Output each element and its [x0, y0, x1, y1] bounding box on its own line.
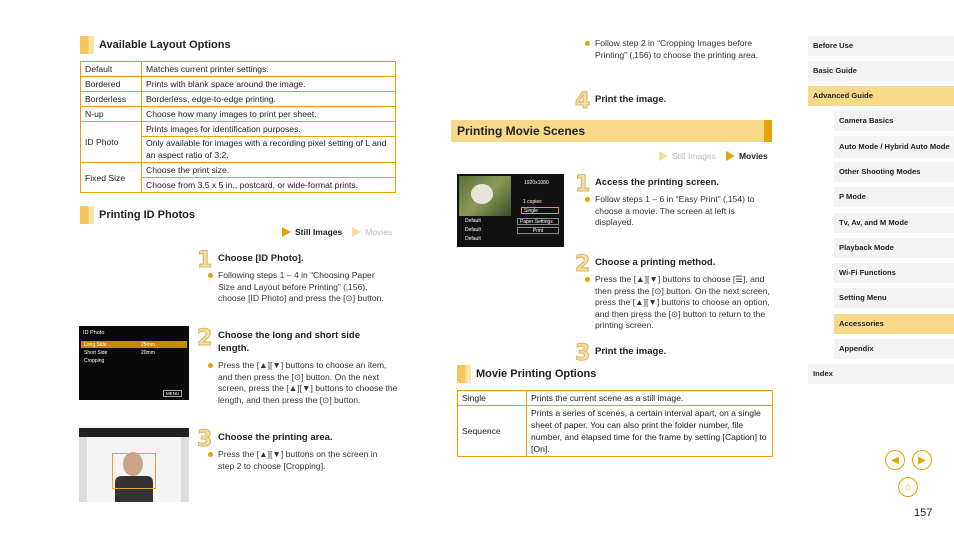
prev-page-button[interactable] [885, 450, 905, 470]
movie-print-screen: 1920x1080 1 copies Single Paper Settings Print Default Default Default [457, 174, 564, 247]
home-button[interactable] [898, 477, 918, 497]
sidebar-item-camera-basics[interactable]: Camera Basics [834, 111, 954, 131]
step-text: Press the [▲][▼] buttons to choose [☰], and then press the [⊙] button. On the next screen, press the [▲][▼] buttons to choose an option, and then press the [⊙] button to return to the printing screen. [595, 274, 773, 332]
section-title: Available Layout Options [99, 39, 231, 51]
sidebar-item-other-shooting-modes[interactable]: Other Shooting Modes [834, 162, 954, 182]
step-2-number: 2 [575, 252, 591, 277]
layout-options-heading [80, 36, 231, 54]
id-photos-heading [80, 206, 195, 224]
triangle-right-icon: ▶ [918, 454, 926, 466]
layout-options-table [80, 61, 396, 193]
step-title: Choose [ID Photo]. [218, 253, 304, 264]
movie-options-table [457, 390, 773, 457]
table-row: Single Prints the current scene as a still image. [458, 391, 773, 406]
section-title: Printing ID Photos [99, 209, 195, 221]
table-row: Only available for images with a recording pixel setting of L and an aspect ratio of 3:2. [81, 137, 396, 163]
step-text: Follow steps 1 – 6 in “Easy Print” (‚154) to choose a movie. The screen at left is displayed. [595, 194, 770, 229]
step-3-number: 3 [575, 341, 591, 366]
mode-tags [282, 227, 392, 237]
step-title: Print the image. [595, 346, 667, 357]
sidebar-item-tv-av-m-mode[interactable]: Tv, Av, and M Mode [834, 213, 954, 233]
table-row: Default Matches current printer settings. [81, 62, 396, 77]
page-number: 157 [914, 507, 933, 519]
sidebar-item-wifi-functions[interactable]: Wi-Fi Functions [834, 263, 954, 283]
sidebar-item-basic-guide[interactable]: Basic Guide [808, 61, 954, 81]
table-row: Choose from 3.5 x 5 in., postcard, or wide-format prints. [81, 178, 396, 193]
home-icon: ⌂ [904, 481, 912, 493]
triangle-icon [726, 151, 735, 161]
table-row: ID Photo Prints images for identification purposes. [81, 122, 396, 137]
step-title: Choose the long and short side length. [218, 330, 360, 354]
tag-movies: Movies [365, 227, 393, 237]
step-text: Press the [▲][▼] buttons on the screen in step 2 to choose [Cropping]. [218, 449, 390, 472]
table-row: Borderless Borderless, edge-to-edge printing. [81, 92, 396, 107]
tag-still-images: Still Images [295, 227, 343, 237]
triangle-icon [659, 151, 668, 161]
sidebar-item-before-use[interactable]: Before Use [808, 36, 954, 56]
step-title: Choose the printing area. [218, 432, 333, 443]
id-photo-screen: ID Photo Long Side 25mm Short Side 20mm Cropping MENU [79, 326, 189, 400]
sidebar-item-auto-mode[interactable]: Auto Mode / Hybrid Auto Mode [834, 136, 954, 158]
section-title: Movie Printing Options [476, 368, 597, 380]
sidebar-item-advanced-guide[interactable]: Advanced Guide [808, 86, 954, 106]
triangle-icon [352, 227, 361, 237]
sidebar-item-p-mode[interactable]: P Mode [834, 187, 954, 207]
movie-options-heading [457, 365, 596, 383]
step-title: Choose a printing method. [595, 257, 716, 268]
next-page-button[interactable] [912, 450, 932, 470]
crop-frame [112, 453, 156, 489]
cropping-screen [79, 428, 189, 502]
table-row: Fixed Size Choose the print size. [81, 163, 396, 178]
triangle-left-icon: ◀ [891, 454, 899, 466]
step-2-number: 2 [197, 326, 213, 351]
step-1-number: 1 [575, 172, 591, 197]
sidebar-item-accessories[interactable]: Accessories [834, 314, 954, 334]
movie-scenes-banner [451, 120, 772, 142]
section-marker [457, 365, 471, 383]
step-text: Press the [▲][▼] buttons to choose an item, and then press the [⊙] button. On the next screen, press the [▲][▼] buttons to choose the length, and then press the [⊙] button. [218, 360, 398, 406]
step-3-number: 3 [197, 427, 213, 452]
table-row: Bordered Prints with blank space around the image. [81, 77, 396, 92]
sidebar-item-index[interactable]: Index [808, 364, 954, 384]
step-1-number: 1 [197, 248, 213, 273]
step-4-number: 4 [575, 89, 591, 114]
sidebar-item-playback-mode[interactable]: Playback Mode [834, 238, 954, 258]
step-title: Access the printing screen. [595, 177, 720, 188]
triangle-icon [282, 227, 291, 237]
step-title: Print the image. [595, 94, 667, 105]
section-title: Printing Movie Scenes [457, 124, 586, 138]
step-text: Following steps 1 – 4 in “Choosing Paper Size and Layout before Printing” (‚156), choose [ID Photo] and press the [⊙] button. [218, 270, 393, 305]
sidebar-item-setting-menu[interactable]: Setting Menu [834, 288, 954, 308]
mode-tags [659, 151, 774, 161]
table-row: Sequence Prints a series of scenes, a certain interval apart, on a single sheet of paper. You can also print the folder number, file number, and elapsed time for the frame by setting [Caption] to [On]. [458, 406, 773, 457]
table-row: N-up Choose how many images to print per sheet. [81, 107, 396, 122]
section-marker [80, 36, 94, 54]
cropping-bullet: Follow step 2 in “Cropping Images before Printing” (‚156) to choose the printing area. [595, 38, 775, 61]
tag-movies: Movies [738, 151, 768, 161]
sidebar-item-appendix[interactable]: Appendix [834, 339, 954, 359]
tag-still-images: Still Images [672, 151, 716, 161]
section-marker [80, 206, 94, 224]
